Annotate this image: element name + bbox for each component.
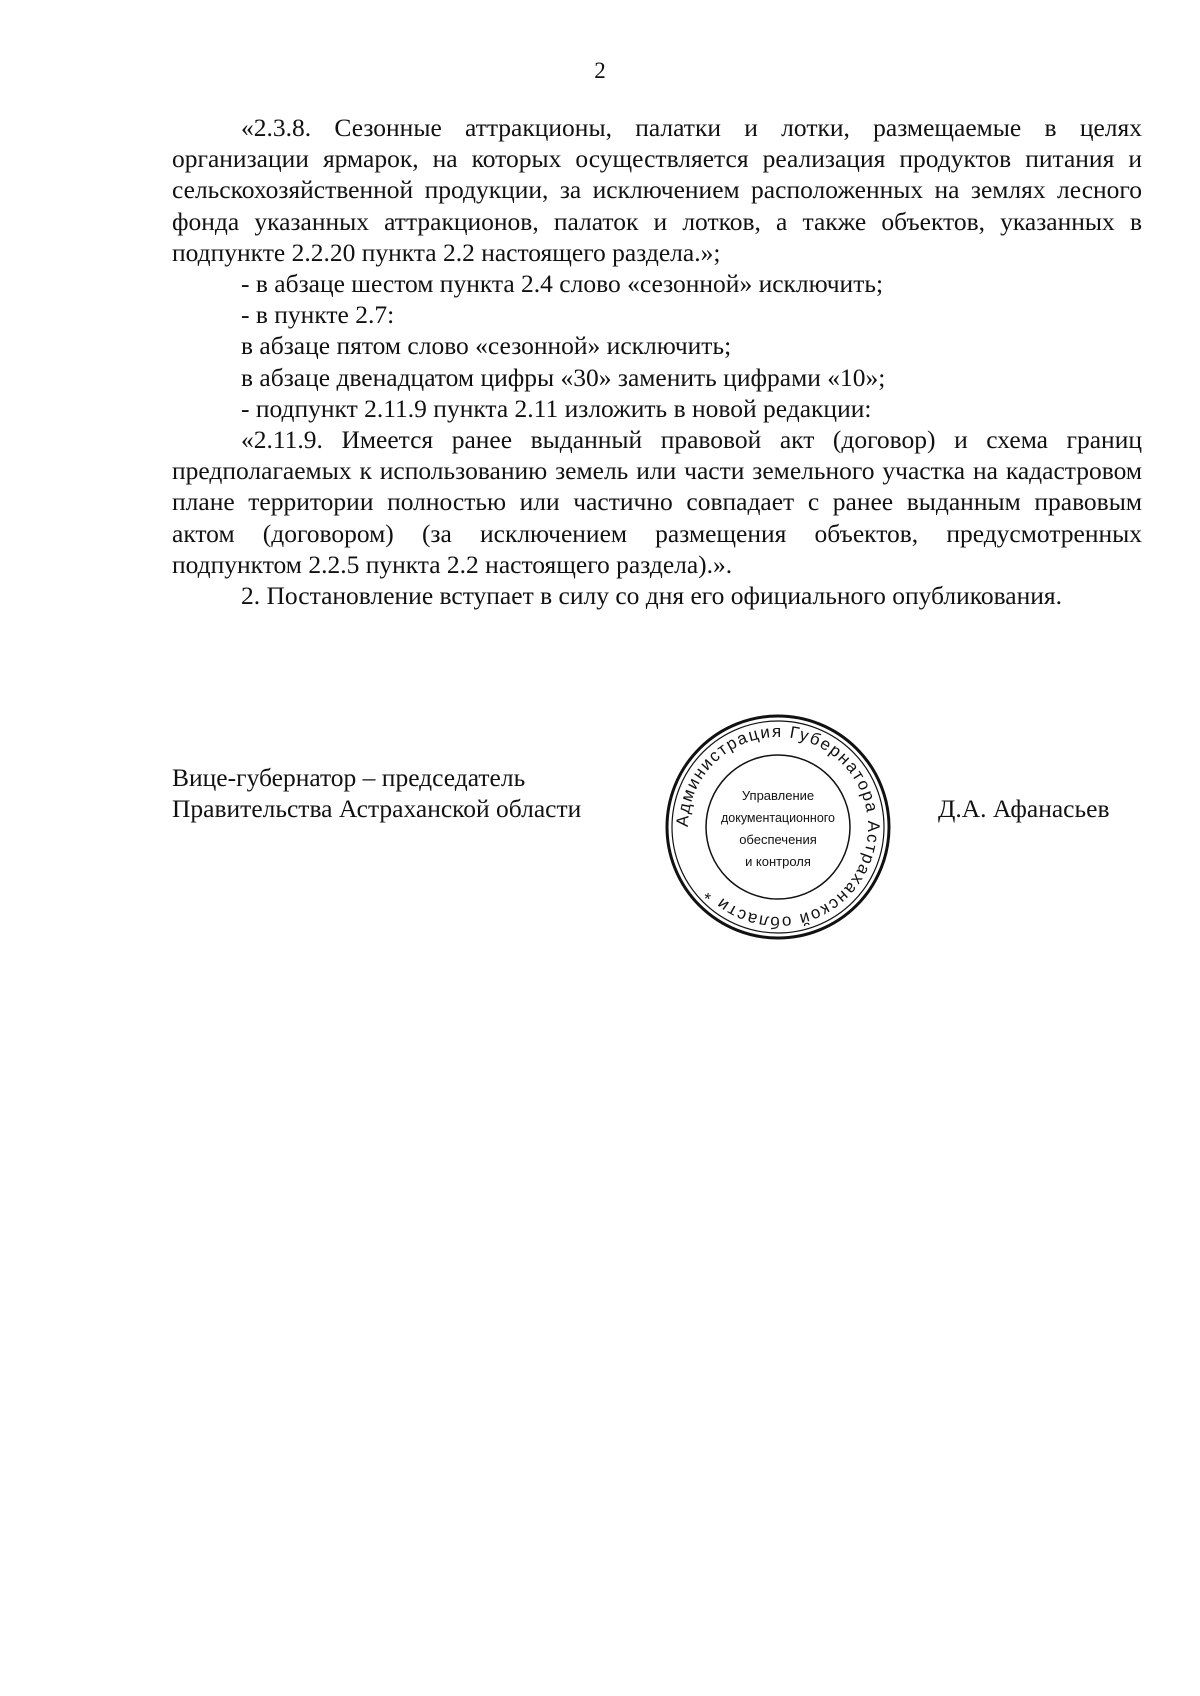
seal-ring-textpath: Администрация Губернатора Астраханской области * <box>672 721 884 933</box>
amendment-item-2-4: - в абзаце шестом пункта 2.4 слово «сезонной» исключить; <box>241 269 884 299</box>
document-body <box>172 112 1142 611</box>
seal-ring-text <box>673 722 883 932</box>
paragraph-2-3-8: «2.3.8. Сезонные аттракционы, палатки и лотки, размещаемые в целях организации ярмарок, на которых осуществляется реализация продуктов питания и сельскохозяйственной продукции, за исключением расположенных на землях лесного фонда указанных аттракционов, палаток и лотков, а также объектов, указанных в подпункте 2.2.20 пункта 2.2 настоящего раздела.»; <box>172 113 1142 267</box>
signer-title <box>172 762 581 824</box>
official-seal <box>663 712 893 942</box>
seal-center-line-1: Управление <box>741 788 815 803</box>
signer-title-line-1: Вице-губернатор – председатель <box>172 763 526 792</box>
seal-outer-ring <box>667 716 889 938</box>
amendment-subitem-twelfth: в абзаце двенадцатом цифры «30» заменить цифрами «10»; <box>241 362 886 392</box>
page-number: 2 <box>594 58 606 83</box>
signer-name: Д.А. Афанасьев <box>938 794 1110 823</box>
amendment-subitem-fifth: в абзаце пятом слово «сезонной» исключить; <box>241 331 732 361</box>
seal-center-line-3: обеспечения <box>739 832 817 847</box>
amendment-item-2-11-9: - подпункт 2.11.9 пункта 2.11 изложить в новой редакции: <box>241 393 872 423</box>
seal-inner-ring <box>706 755 850 899</box>
amendment-item-2-7: - в пункте 2.7: <box>241 300 395 330</box>
seal-center-line-4: и контроля <box>745 854 811 869</box>
signer-title-line-2: Правительства Астраханской области <box>172 794 582 823</box>
paragraph-effective-date: 2. Постановление вступает в силу со дня его официального опубликования. <box>241 581 1062 611</box>
seal-graphic <box>663 712 893 942</box>
seal-center-line-2: документационного <box>720 811 836 825</box>
paragraph-2-11-9: «2.11.9. Имеется ранее выданный правовой акт (договор) и схема границ предполагаемых к использованию земель или части земельного участка на кадастровом плане территории полностью или частично совпадает с ранее выданным правовым актом (договором) (за исключением размещения объектов, предусмотренных подпунктом 2.2.5 пункта 2.2 настоящего раздела).». <box>172 425 1142 579</box>
